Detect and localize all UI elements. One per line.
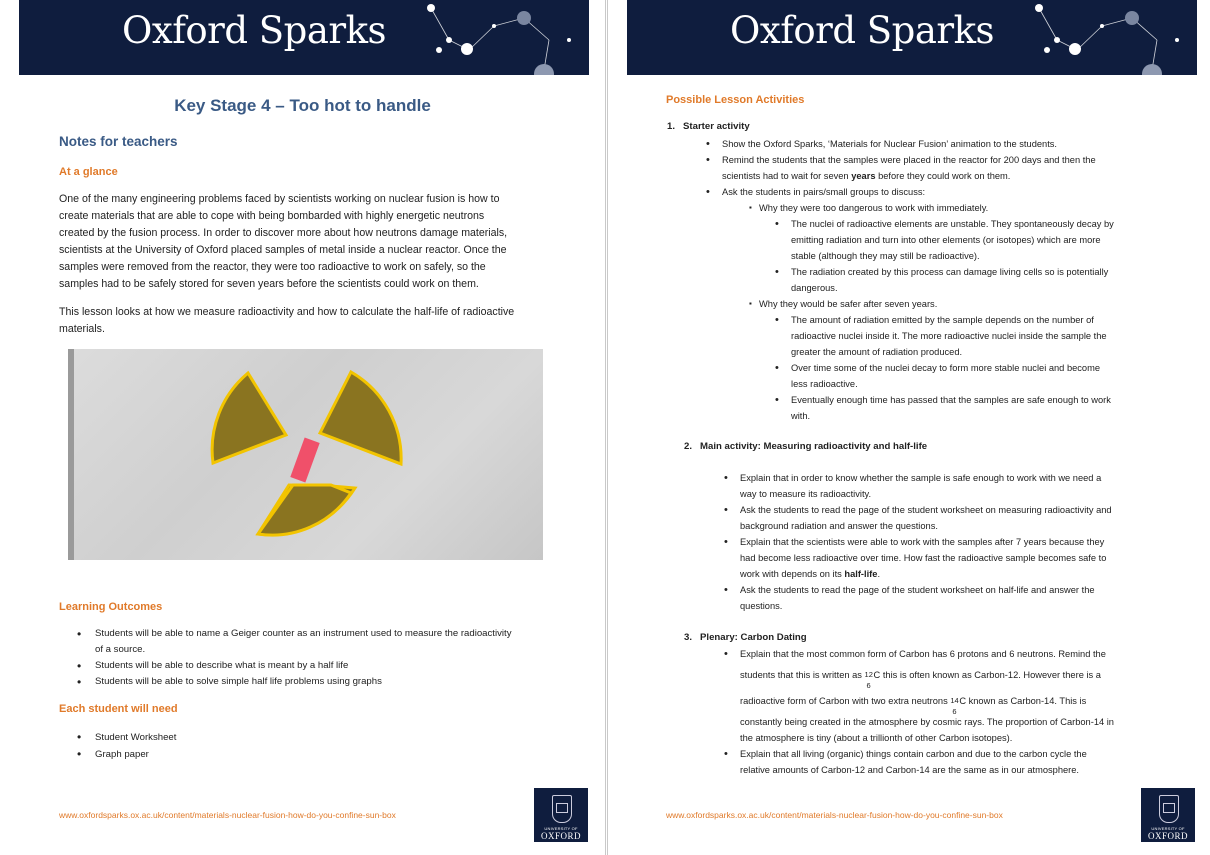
lesson-paragraph: This lesson looks at how we measure radioactivity and how to calculate the half-life of radioactive materials.	[59, 306, 515, 335]
plenary-heading: 3. Plenary: Carbon Dating	[684, 632, 807, 643]
glance-paragraph: One of the many engineering problems faced by scientists working on nuclear fusion is how to create materials that are able to cope with being bombarded with highly energetic neutrons created by the fusion process. In order to discover more about how neutrons damage materials, scientists at the University of Oxford placed samples of metal inside a nuclear reactor. Once the samples were removed from the reactor, they were too radioactive to work on safely, so the samples had to be safely stored for seven years before the scientists could work on them.	[59, 193, 508, 290]
list-item: • Explain that all living (organic) things contain carbon and due to the carbon cycle the relative amounts of Carbon-12 and Carbon-14 are the same as in our atmosphere.	[724, 746, 1174, 778]
need-heading: Each student will need	[59, 703, 178, 715]
footer-link[interactable]: www.oxfordsparks.ox.ac.uk/content/materials-nuclear-fusion-how-do-you-confine-sun-box	[666, 810, 1003, 820]
isotope-carbon-12: 12 6	[864, 670, 873, 690]
activities-heading: Possible Lesson Activities	[666, 94, 805, 106]
crest-icon	[1159, 795, 1179, 823]
page-title: Key Stage 4 – Too hot to handle	[174, 96, 431, 115]
plenary-list	[724, 646, 1174, 778]
list-item: • Students will be able to name a Geiger counter as an instrument used to measure the radioactivity of a source.	[75, 626, 575, 658]
needs-list	[75, 729, 375, 763]
constellation-icon	[419, 0, 589, 75]
radiation-symbol-image	[68, 349, 543, 560]
main-activity-heading: 2. Main activity: Measuring radioactivity and half-life	[684, 441, 928, 452]
oxford-logo: UNIVERSITY OF OXFORD	[534, 788, 588, 842]
list-item: • Ask the students in pairs/small groups to discuss:	[706, 184, 1176, 200]
footer-link[interactable]: www.oxfordsparks.ox.ac.uk/content/materials-nuclear-fusion-how-do-you-confine-sun-box	[59, 810, 396, 820]
main-activity-list	[724, 470, 1174, 614]
list-item: • Explain that the scientists were able to work with the samples after 7 years because they had become less radioactive over time. How fast the radioactive sample becomes safe to work with depends on its half-life.	[724, 534, 1174, 582]
starter-heading: 1. Starter activity	[667, 121, 750, 132]
list-item: • The amount of radiation emitted by the sample depends on the number of radioactive nuclei inside it. The more radioactive nuclei inside the sample the greater the amount of radiation produced.	[775, 312, 1176, 360]
list-item: • Eventually enough time has passed that the samples are safe enough to work with.	[775, 392, 1176, 424]
outcomes-list	[75, 626, 575, 690]
outcomes-heading: Learning Outcomes	[59, 601, 163, 613]
list-item: • Student Worksheet	[75, 729, 375, 746]
brand-title: Oxford Sparks	[730, 9, 994, 52]
trefoil-icon	[68, 349, 543, 560]
isotope-carbon-14: 14 6	[950, 696, 959, 716]
list-item: ▪ Why they would be safer after seven years.	[749, 296, 1176, 312]
list-item: • The nuclei of radioactive elements are unstable. They spontaneously decay by emitting radiation and turn into other elements (or isotopes) which are more stable (although they may still be radioactive).	[775, 216, 1176, 264]
list-item: • Remind the students that the samples were placed in the reactor for 200 days and then the scientists had to wait for seven years before they could work on them.	[706, 152, 1176, 184]
crest-icon	[552, 795, 572, 823]
list-item: • Show the Oxford Sparks, ‘Materials for Nuclear Fusion’ animation to the students.	[706, 136, 1176, 152]
list-item: • Graph paper	[75, 746, 375, 763]
list-item: • Students will be able to solve simple half life problems using graphs	[75, 674, 575, 690]
header-banner	[627, 0, 1197, 75]
header-banner	[19, 0, 589, 75]
constellation-icon	[1027, 0, 1197, 75]
right-page	[607, 0, 1210, 855]
list-item: • Over time some of the nuclei decay to form more stable nuclei and become less radioactive.	[775, 360, 1176, 392]
list-item: • Ask the students to read the page of the student worksheet on half-life and answer the questions.	[724, 582, 1174, 614]
brand-title: Oxford Sparks	[122, 9, 386, 52]
oxford-logo: UNIVERSITY OF OXFORD	[1141, 788, 1195, 842]
list-item: • Explain that the most common form of Carbon has 6 protons and 6 neutrons. Remind the students that this is written as 12 6 C this is often known as Carbon-12. However there is a radioactive form of Carbon with two extra neutrons 14 6 C known as Carbon-14. This is constantly being created in the atmosphere by cosmic rays. The proportion of Carbon-14 in the atmosphere is tiny (about a trillionth of other Carbon isotopes).	[724, 646, 1174, 746]
starter-list	[706, 136, 1176, 424]
list-item: • Explain that in order to know whether the sample is safe enough to work with we need a way to measure its radioactivity.	[724, 470, 1174, 502]
list-item: • Ask the students to read the page of the student worksheet on measuring radioactivity and background radiation and answer the questions.	[724, 502, 1174, 534]
list-item: ▪ Why they were too dangerous to work with immediately.	[749, 200, 1176, 216]
list-item: • Students will be able to describe what is meant by a half life	[75, 658, 575, 674]
notes-heading: Notes for teachers	[59, 134, 178, 149]
at-a-glance-heading: At a glance	[59, 166, 118, 178]
list-item: • The radiation created by this process can damage living cells so is potentially dangerous.	[775, 264, 1176, 296]
